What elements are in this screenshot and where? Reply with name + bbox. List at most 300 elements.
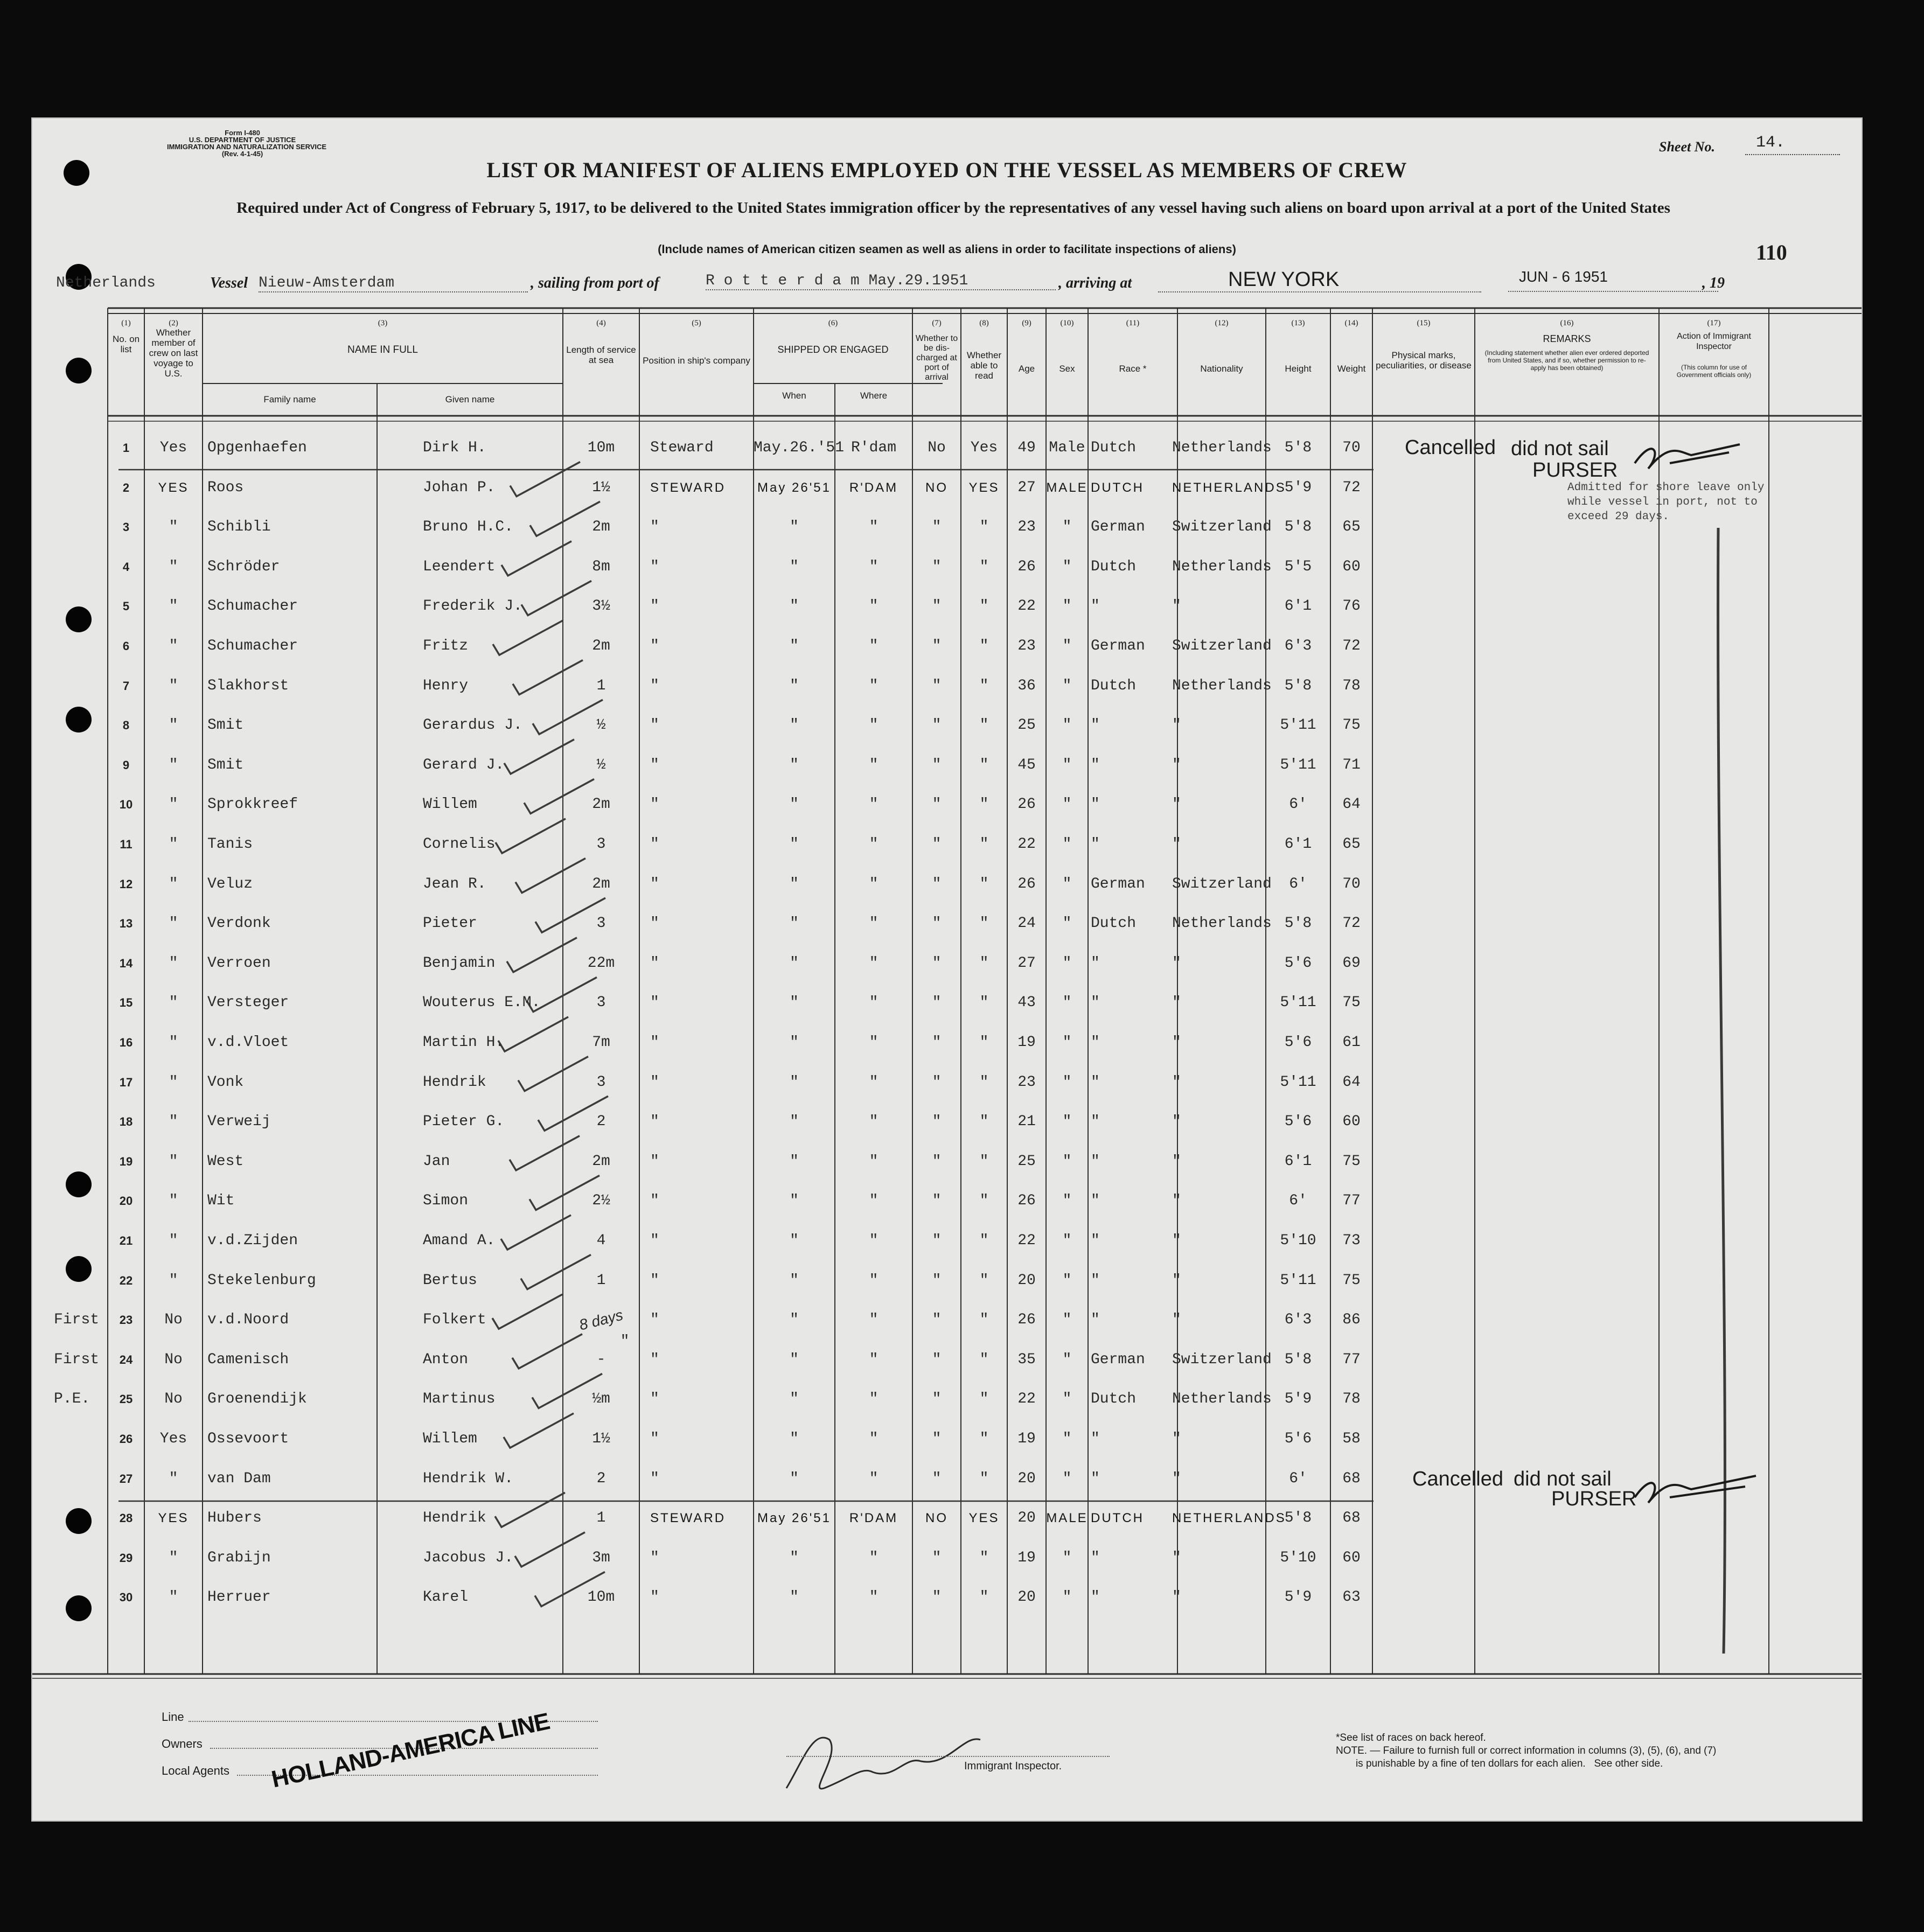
shipped-where: " — [869, 1312, 879, 1329]
race: Dutch — [1091, 915, 1137, 932]
discharge: " — [932, 1153, 942, 1170]
shipped-when: " — [790, 1391, 799, 1408]
discharge: " — [932, 1391, 942, 1408]
sex: " — [1062, 558, 1072, 575]
nationality: " — [1172, 1034, 1181, 1051]
height: 5'10 — [1280, 1232, 1316, 1249]
sex: Male — [1049, 440, 1085, 456]
able-to-read: " — [979, 875, 989, 892]
nationality: " — [1172, 598, 1181, 615]
weight: 73 — [1342, 1232, 1361, 1249]
shipped-where: " — [869, 1192, 879, 1210]
sex: " — [1062, 875, 1072, 892]
age: 22 — [1017, 836, 1036, 853]
position: " — [650, 915, 659, 932]
height: 5'6 — [1284, 1431, 1312, 1447]
race: " — [1091, 598, 1100, 615]
shipped-where: " — [869, 875, 879, 892]
able-to-read: " — [979, 915, 989, 932]
sex: " — [1062, 1312, 1072, 1329]
nationality: Netherlands — [1172, 440, 1272, 456]
age: 26 — [1017, 558, 1036, 575]
position: " — [650, 1073, 659, 1091]
nationality: " — [1172, 1549, 1181, 1566]
able-to-read: " — [979, 994, 989, 1012]
age: 36 — [1017, 677, 1036, 694]
able-to-read: " — [979, 1431, 989, 1447]
sex: " — [1062, 1272, 1072, 1289]
sex: " — [1062, 1153, 1072, 1170]
family-name: Schibli — [207, 519, 271, 536]
family-name: Verweij — [207, 1113, 271, 1131]
position: Steward — [650, 440, 714, 456]
col-when-header: When — [782, 390, 806, 401]
family-name: Verdonk — [207, 915, 271, 932]
race: German — [1091, 519, 1145, 536]
able-to-read: " — [979, 1192, 989, 1210]
row-prefix: P.E. — [54, 1391, 90, 1408]
inspector-line — [786, 1756, 1110, 1757]
weight: 65 — [1342, 836, 1361, 853]
position: " — [650, 875, 659, 892]
service-length: 3 — [596, 994, 606, 1012]
discharge: " — [932, 836, 942, 853]
column-number: (15) — [1417, 319, 1431, 327]
col-action-sub: (This column for use of Government officials only) — [1676, 364, 1752, 379]
shipped-when: May 26'51 — [757, 480, 831, 495]
height: 5'6 — [1284, 954, 1312, 972]
shipped-where: " — [869, 836, 879, 853]
service-length: 2m — [592, 875, 610, 892]
race: " — [1091, 1034, 1100, 1051]
column-number: (14) — [1344, 319, 1358, 327]
race: " — [1091, 1312, 1100, 1329]
crew-last-voyage: Yes — [159, 440, 187, 456]
column-number: (12) — [1215, 319, 1229, 327]
weight: 75 — [1342, 1153, 1361, 1170]
service-length: 2 — [596, 1113, 606, 1131]
discharge: " — [932, 1073, 942, 1091]
owners-label: Owners — [162, 1737, 203, 1750]
age: 20 — [1017, 1470, 1036, 1487]
service-length: 2 — [596, 1470, 606, 1487]
crew-last-voyage: " — [169, 756, 178, 773]
shipped-when: " — [790, 836, 799, 853]
race: " — [1091, 1113, 1100, 1131]
family-name: v.d.Vloet — [207, 1034, 289, 1051]
crew-last-voyage: " — [169, 836, 178, 853]
did-not-sail-note-2: did not sail — [1514, 1468, 1612, 1490]
able-to-read: " — [979, 1073, 989, 1091]
race: " — [1091, 1232, 1100, 1249]
height: 5'8 — [1284, 915, 1312, 932]
sex: MALE — [1046, 1511, 1088, 1526]
shipped-when: May 26'51 — [757, 1511, 831, 1526]
col-height-header: Height — [1285, 364, 1312, 374]
col-where-header: Where — [860, 390, 888, 401]
crew-last-voyage: " — [169, 954, 178, 972]
sex: " — [1062, 954, 1072, 972]
shipped-when: " — [790, 1549, 799, 1566]
height: 6'1 — [1284, 598, 1312, 615]
position: " — [650, 638, 659, 654]
age: 19 — [1017, 1034, 1036, 1051]
discharge: " — [932, 519, 942, 536]
discharge: " — [932, 1589, 942, 1606]
crew-last-voyage: YES — [158, 480, 189, 495]
given-name: Frederik J. — [423, 598, 522, 615]
shipped-when: " — [790, 1073, 799, 1091]
position: " — [650, 1351, 659, 1368]
position: " — [650, 1192, 659, 1210]
port-and-date: R o t t e r d a m May.29.1951 — [706, 273, 1056, 290]
column-number: (10) — [1060, 319, 1074, 327]
shipped-where: " — [869, 1073, 879, 1091]
shipped-where: " — [869, 1232, 879, 1249]
crew-last-voyage: " — [169, 915, 178, 932]
nationality: " — [1172, 1272, 1181, 1289]
family-name: Veluz — [207, 875, 253, 892]
family-name: Herruer — [207, 1589, 271, 1606]
row-number: 6 — [122, 639, 130, 653]
family-name: Vonk — [207, 1073, 244, 1091]
family-name: Groenendijk — [207, 1391, 307, 1408]
weight: 71 — [1342, 756, 1361, 773]
discharge: " — [932, 1034, 942, 1051]
weight: 61 — [1342, 1034, 1361, 1051]
discharge: " — [932, 638, 942, 654]
column-number: (1) — [121, 319, 131, 327]
shipped-where: " — [869, 1470, 879, 1487]
weight: 75 — [1342, 717, 1361, 734]
position: " — [650, 1153, 659, 1170]
shipped-where: " — [869, 796, 879, 813]
shipped-when: " — [790, 1113, 799, 1131]
able-to-read: " — [979, 836, 989, 853]
position: " — [650, 796, 659, 813]
family-name: Sprokkreef — [207, 796, 298, 813]
age: 22 — [1017, 598, 1036, 615]
col-discharge-header: Whether to be dis-charged at port of arrival — [915, 334, 958, 382]
age: 19 — [1017, 1431, 1036, 1447]
given-name: Simon — [423, 1192, 469, 1210]
row-number: 3 — [122, 520, 130, 534]
sheet-number: 14. — [1756, 134, 1786, 152]
column-number: (9) — [1022, 319, 1031, 327]
sex: " — [1062, 836, 1072, 853]
weight: 70 — [1342, 440, 1361, 456]
discharge: NO — [925, 480, 948, 495]
service-length: 2m — [592, 638, 610, 654]
row-number: 14 — [119, 956, 133, 970]
age: 23 — [1017, 1073, 1036, 1091]
discharge: " — [932, 915, 942, 932]
crew-last-voyage: " — [169, 1549, 178, 1566]
height: 6'1 — [1284, 1153, 1312, 1170]
service-length: 3m — [592, 1549, 610, 1566]
crew-last-voyage: " — [169, 638, 178, 654]
height: 5'8 — [1284, 1351, 1312, 1368]
sex: " — [1062, 756, 1072, 773]
col-action-header: Action of Immigrant Inspector — [1677, 332, 1751, 351]
shipped-where: R'dam — [851, 440, 896, 456]
service-length: 3½ — [592, 598, 610, 615]
weight: 75 — [1342, 1272, 1361, 1289]
service-length: 8 days — [577, 1306, 625, 1334]
crew-last-voyage: No — [164, 1312, 183, 1329]
weight: 78 — [1342, 677, 1361, 694]
race: " — [1091, 1192, 1100, 1210]
race: German — [1091, 1351, 1145, 1368]
page-title: LIST OR MANIFEST OF ALIENS EMPLOYED ON THE VESSEL AS MEMBERS OF CREW — [486, 158, 1407, 182]
discharge: " — [932, 1192, 942, 1210]
page-subtitle-note: (Include names of American citizen seamen as well as aliens in order to facilitate inspections of aliens) — [658, 242, 1236, 256]
service-length: 2m — [592, 519, 610, 536]
shipped-when: " — [790, 1034, 799, 1051]
able-to-read: " — [979, 1153, 989, 1170]
position: " — [650, 836, 659, 853]
weight: 70 — [1342, 875, 1361, 892]
row-number: 24 — [119, 1352, 133, 1366]
service-length: - — [596, 1351, 606, 1368]
crew-last-voyage: Yes — [159, 1431, 187, 1447]
height: 5'11 — [1280, 756, 1316, 773]
race: " — [1091, 954, 1100, 972]
nationality: " — [1172, 1073, 1181, 1091]
shipped-where: " — [869, 1391, 879, 1408]
discharge: " — [932, 1351, 942, 1368]
discharge: " — [932, 1470, 942, 1487]
nationality: NETHERLANDS — [1172, 1511, 1286, 1526]
nationality: " — [1172, 1589, 1181, 1606]
nationality: " — [1172, 1113, 1181, 1131]
age: 26 — [1017, 796, 1036, 813]
position: " — [650, 954, 659, 972]
arrival-port: NEW YORK — [1158, 268, 1481, 292]
shipped-when: " — [790, 756, 799, 773]
service-length: 10m — [587, 440, 615, 456]
crew-last-voyage: " — [169, 1034, 178, 1051]
discharge: " — [932, 756, 942, 773]
row-number: 12 — [119, 877, 133, 891]
nationality: Netherlands — [1172, 677, 1272, 694]
sex: " — [1062, 717, 1072, 734]
family-name: Stekelenburg — [207, 1272, 316, 1289]
height: 5'10 — [1280, 1549, 1316, 1566]
age: 21 — [1017, 1113, 1036, 1131]
nationality: Netherlands — [1172, 915, 1272, 932]
nationality: Switzerland — [1172, 519, 1272, 536]
given-name: Hendrik — [423, 1510, 486, 1527]
arriving-label: , arriving at — [1058, 275, 1132, 291]
crew-last-voyage: " — [169, 598, 178, 615]
weight: 64 — [1342, 1073, 1361, 1091]
race: Dutch — [1091, 440, 1137, 456]
position: " — [650, 1391, 659, 1408]
family-name: West — [207, 1153, 244, 1170]
age: 26 — [1017, 875, 1036, 892]
row-number: 2 — [122, 480, 130, 494]
crew-last-voyage: " — [169, 796, 178, 813]
row-number: 1 — [122, 441, 130, 455]
purser-note-1: PURSER — [1532, 459, 1618, 482]
column-number: (3) — [378, 319, 388, 327]
discharge: " — [932, 598, 942, 615]
discharge: " — [932, 717, 942, 734]
row-number: 11 — [120, 838, 133, 851]
able-to-read: " — [979, 1034, 989, 1051]
shipped-where: " — [869, 1034, 879, 1051]
position: " — [650, 994, 659, 1012]
sex: " — [1062, 1431, 1072, 1447]
race: " — [1091, 1589, 1100, 1606]
given-name: Pieter — [423, 915, 477, 932]
age: 35 — [1017, 1351, 1036, 1368]
arrival-date-stamp: JUN - 6 1951 — [1519, 268, 1608, 285]
height: 5'11 — [1280, 1073, 1316, 1091]
col-remarks-header: REMARKS — [1543, 333, 1591, 344]
race: " — [1091, 994, 1100, 1012]
shipped-when: " — [790, 558, 799, 575]
height: 5'8 — [1284, 440, 1312, 456]
form-number: Form I-480 — [225, 129, 260, 137]
position: " — [650, 598, 659, 615]
service-length: 1 — [596, 1510, 606, 1527]
col-remarks-sub: (Including statement whether alien ever ordered deported from United States, and if so, whether permission to re-apply has been obtained) — [1484, 349, 1649, 372]
height: 5'8 — [1284, 677, 1312, 694]
given-name: Gerard J. — [423, 756, 505, 773]
service-length: 7m — [592, 1034, 610, 1051]
col-family-header: Family name — [263, 394, 316, 404]
race: " — [1091, 717, 1100, 734]
race: Dutch — [1091, 558, 1137, 575]
nationality: " — [1172, 1312, 1181, 1329]
position: " — [650, 1589, 659, 1606]
given-name: Cornelis — [423, 836, 496, 853]
weight: 69 — [1342, 954, 1361, 972]
able-to-read: " — [979, 1232, 989, 1249]
nationality: " — [1172, 1192, 1181, 1210]
race: " — [1091, 1470, 1100, 1487]
shipped-where: " — [869, 558, 879, 575]
discharge: " — [932, 1431, 942, 1447]
col-sex-header: Sex — [1059, 364, 1075, 374]
age: 20 — [1017, 1272, 1036, 1289]
crew-last-voyage: " — [169, 717, 178, 734]
discharge: " — [932, 875, 942, 892]
race: DUTCH — [1091, 1511, 1144, 1526]
weight: 72 — [1342, 479, 1361, 496]
row-number: 8 — [122, 719, 130, 733]
family-name: Opgenhaefen — [207, 440, 307, 456]
admitted-remark: Admitted for shore leave only while vessel in port, not to exceed 29 days. — [1567, 482, 1765, 523]
given-name: Pieter G. — [423, 1113, 505, 1131]
sex: " — [1062, 1034, 1072, 1051]
age: 22 — [1017, 1391, 1036, 1408]
column-number: (17) — [1707, 319, 1721, 327]
discharge: " — [932, 954, 942, 972]
weight: 68 — [1342, 1510, 1361, 1527]
shipped-where: " — [869, 638, 879, 654]
service-length: 2½ — [592, 1192, 610, 1210]
shipped-where: R'DAM — [849, 1511, 898, 1526]
service-length: 3 — [596, 915, 606, 932]
column-number: (7) — [932, 319, 942, 327]
weight: 72 — [1342, 638, 1361, 654]
age: 26 — [1017, 1192, 1036, 1210]
able-to-read: YES — [968, 480, 1000, 495]
col-name-header: NAME IN FULL — [347, 344, 418, 355]
shipped-where: " — [869, 1113, 879, 1131]
crew-last-voyage: " — [169, 677, 178, 694]
weight: 60 — [1342, 1113, 1361, 1131]
family-name: Versteger — [207, 994, 289, 1012]
sex: " — [1062, 519, 1072, 536]
age: 23 — [1017, 519, 1036, 536]
crew-last-voyage: " — [169, 519, 178, 536]
given-name: Willem — [423, 1431, 477, 1447]
service-length: 1½ — [592, 1431, 610, 1447]
service-length: ½m — [592, 1391, 610, 1408]
height: 6'1 — [1284, 836, 1312, 853]
service-length: 3 — [596, 836, 606, 853]
given-name: Gerardus J. — [423, 717, 522, 734]
position: STEWARD — [650, 1511, 726, 1526]
manifest-sheet — [32, 118, 1862, 1821]
age: 23 — [1017, 638, 1036, 654]
weight: 60 — [1342, 558, 1361, 575]
row-number: 27 — [119, 1471, 133, 1485]
weight: 63 — [1342, 1589, 1361, 1606]
discharge: " — [932, 994, 942, 1012]
col-service-header: Length of service at sea — [566, 345, 636, 365]
shipped-when: " — [790, 994, 799, 1012]
nationality: Switzerland — [1172, 875, 1272, 892]
family-name: Schröder — [207, 558, 280, 575]
race: " — [1091, 1073, 1100, 1091]
sex: " — [1062, 1470, 1072, 1487]
height: 6' — [1289, 1470, 1307, 1487]
sex: " — [1062, 1391, 1072, 1408]
vessel-nationality: Netherlands — [56, 275, 156, 291]
weight: 77 — [1342, 1192, 1361, 1210]
family-name: Slakhorst — [207, 677, 289, 694]
sex: " — [1062, 1549, 1072, 1566]
given-name: Johan P. — [423, 479, 496, 496]
sailing-label: , sailing from port of — [531, 275, 659, 291]
shipped-when: " — [790, 1589, 799, 1606]
shipped-where: " — [869, 519, 879, 536]
family-name: Verroen — [207, 954, 271, 972]
shipped-when: " — [790, 677, 799, 694]
position: " — [650, 519, 659, 536]
crew-last-voyage: " — [169, 1232, 178, 1249]
nationality: Netherlands — [1172, 558, 1272, 575]
form-department: U.S. DEPARTMENT OF JUSTICE — [189, 136, 296, 144]
agent-stamp: HOLLAND-AMERICA LINE — [269, 1708, 552, 1793]
crew-last-voyage: " — [169, 558, 178, 575]
row-number: 16 — [119, 1036, 133, 1049]
row-number: 28 — [119, 1511, 133, 1525]
given-name: Amand A. — [423, 1232, 496, 1249]
column-number: (13) — [1291, 319, 1305, 327]
column-number: (8) — [979, 319, 989, 327]
able-to-read: " — [979, 756, 989, 773]
height: 6'3 — [1284, 1312, 1312, 1329]
age: 20 — [1017, 1589, 1036, 1606]
family-name: Ossevoort — [207, 1431, 289, 1447]
shipped-when: " — [790, 1232, 799, 1249]
